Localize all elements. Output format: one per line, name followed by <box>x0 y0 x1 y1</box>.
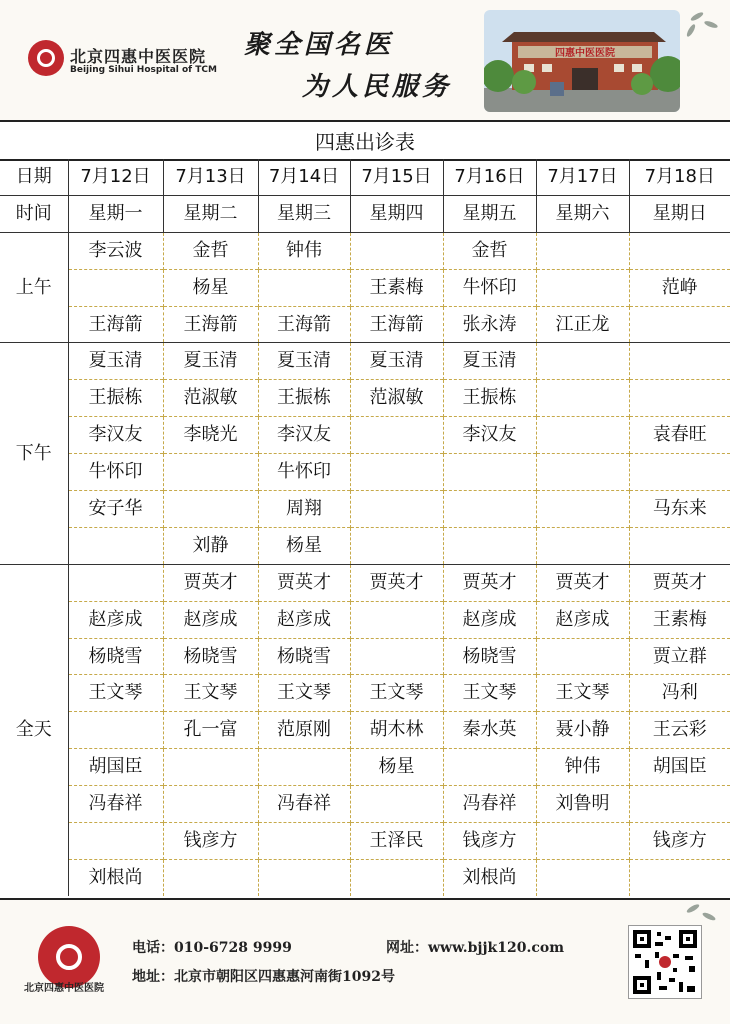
doctor-cell <box>629 306 730 343</box>
website-url: www.bjjk120.com <box>428 940 565 956</box>
doctor-cell: 杨星 <box>258 527 350 564</box>
doctor-cell: 贾英才 <box>536 564 629 601</box>
date-cell: 7月14日 <box>258 159 350 195</box>
page-footer <box>0 898 730 1024</box>
website-label: 网址： <box>386 940 428 956</box>
schedule-row <box>0 638 730 675</box>
date-cell: 7月17日 <box>536 159 629 195</box>
doctor-cell: 王泽民 <box>350 823 443 860</box>
doctor-cell <box>350 786 443 823</box>
doctor-cell: 马东来 <box>629 491 730 528</box>
doctor-cell <box>68 564 163 601</box>
leaf-decoration-icon <box>690 11 705 22</box>
doctor-cell: 袁春旺 <box>629 417 730 454</box>
doctor-cell: 王海箭 <box>163 306 258 343</box>
doctor-cell <box>68 269 163 306</box>
doctor-cell: 范淑敏 <box>163 380 258 417</box>
doctor-cell: 李云波 <box>68 232 163 269</box>
slogan-line-1: 聚全国名医 <box>244 30 395 60</box>
weekday-cell: 星期四 <box>350 195 443 232</box>
doctor-cell: 钱彦方 <box>163 823 258 860</box>
doctor-cell: 刘静 <box>163 527 258 564</box>
schedule-row <box>0 859 730 895</box>
doctor-cell <box>258 269 350 306</box>
leaf-decoration-icon <box>686 903 701 914</box>
doctor-cell: 杨晓雪 <box>68 638 163 675</box>
doctor-cell <box>350 491 443 528</box>
date-cell: 7月15日 <box>350 159 443 195</box>
doctor-cell: 金哲 <box>443 232 536 269</box>
doctor-cell: 刘鲁明 <box>536 786 629 823</box>
hospital-logo-icon <box>28 40 64 76</box>
doctor-cell <box>163 749 258 786</box>
slogan-line-2: 为人民服务 <box>302 72 453 102</box>
doctor-cell: 范峥 <box>629 269 730 306</box>
doctor-cell: 刘根尚 <box>68 859 163 895</box>
doctor-cell: 聂小静 <box>536 712 629 749</box>
doctor-cell: 王振栋 <box>443 380 536 417</box>
doctor-cell <box>536 380 629 417</box>
doctor-cell: 王文琴 <box>536 675 629 712</box>
doctor-cell: 杨晓雪 <box>163 638 258 675</box>
doctor-cell: 王海箭 <box>258 306 350 343</box>
doctor-cell: 王海箭 <box>350 306 443 343</box>
page-header <box>0 0 730 122</box>
doctor-cell <box>163 491 258 528</box>
doctor-cell <box>536 638 629 675</box>
schedule-table <box>0 159 730 896</box>
doctor-cell: 王素梅 <box>629 601 730 638</box>
session-label: 全天 <box>0 564 68 896</box>
hospital-building-photo <box>484 10 680 112</box>
doctor-cell <box>163 859 258 895</box>
schedule-row <box>0 491 730 528</box>
doctor-cell <box>629 343 730 380</box>
schedule-row <box>0 823 730 860</box>
doctor-cell: 牛怀印 <box>443 269 536 306</box>
doctor-cell <box>258 823 350 860</box>
footer-hospital-name: 北京四惠中医医院 <box>24 983 104 994</box>
doctor-cell <box>68 527 163 564</box>
schedule-row <box>0 306 730 343</box>
doctor-cell: 夏玉清 <box>258 343 350 380</box>
doctor-cell: 范淑敏 <box>350 380 443 417</box>
doctor-cell: 钟伟 <box>536 749 629 786</box>
doctor-cell <box>536 343 629 380</box>
date-cell: 7月13日 <box>163 159 258 195</box>
schedule-row <box>0 380 730 417</box>
schedule-row <box>0 786 730 823</box>
doctor-cell: 王素梅 <box>350 269 443 306</box>
doctor-cell <box>629 454 730 491</box>
doctor-cell <box>443 491 536 528</box>
schedule-row <box>0 675 730 712</box>
doctor-cell: 夏玉清 <box>68 343 163 380</box>
doctor-cell: 冯春祥 <box>258 786 350 823</box>
doctor-cell <box>350 454 443 491</box>
doctor-cell: 王文琴 <box>350 675 443 712</box>
address-text: 北京市朝阳区四惠惠河南街1092号 <box>174 969 395 985</box>
doctor-cell: 范原刚 <box>258 712 350 749</box>
doctor-cell <box>629 232 730 269</box>
doctor-cell: 胡国臣 <box>629 749 730 786</box>
doctor-cell: 李汉友 <box>68 417 163 454</box>
doctor-cell: 胡木林 <box>350 712 443 749</box>
doctor-cell: 王海箭 <box>68 306 163 343</box>
doctor-cell: 贾立群 <box>629 638 730 675</box>
doctor-cell: 张永涛 <box>443 306 536 343</box>
doctor-cell <box>350 417 443 454</box>
doctor-cell: 刘根尚 <box>443 859 536 895</box>
doctor-cell: 李晓光 <box>163 417 258 454</box>
building-sign: 四惠中医医院 <box>555 48 615 59</box>
schedule-row <box>0 232 730 269</box>
doctor-cell <box>350 638 443 675</box>
doctor-cell: 贾英才 <box>443 564 536 601</box>
doctor-cell <box>443 454 536 491</box>
date-row <box>0 159 730 195</box>
doctor-cell <box>536 491 629 528</box>
address-label: 地址： <box>132 969 174 985</box>
schedule-title: 四惠出诊表 <box>0 122 730 161</box>
phone-number: 010-6728 9999 <box>174 940 292 956</box>
weekday-row <box>0 195 730 232</box>
doctor-cell <box>258 749 350 786</box>
doctor-cell <box>536 823 629 860</box>
doctor-cell: 王文琴 <box>443 675 536 712</box>
header-hospital-name-en: Beijing Sihui Hospital of TCM <box>70 65 217 75</box>
date-cell: 7月16日 <box>443 159 536 195</box>
weekday-cell: 星期二 <box>163 195 258 232</box>
doctor-cell: 赵彦成 <box>258 601 350 638</box>
doctor-cell: 李汉友 <box>443 417 536 454</box>
address-line <box>132 966 395 986</box>
doctor-cell: 贾英才 <box>258 564 350 601</box>
doctor-cell: 钱彦方 <box>443 823 536 860</box>
weekday-cell: 星期六 <box>536 195 629 232</box>
doctor-cell: 孔一富 <box>163 712 258 749</box>
doctor-cell: 夏玉清 <box>443 343 536 380</box>
leaf-decoration-icon <box>685 23 696 38</box>
doctor-cell <box>536 454 629 491</box>
doctor-cell <box>536 859 629 895</box>
doctor-cell <box>536 269 629 306</box>
phone-line <box>132 937 292 957</box>
header-hospital-name: 北京四惠中医医院 <box>70 47 207 66</box>
qr-code-icon <box>628 925 702 999</box>
doctor-cell: 冯春祥 <box>443 786 536 823</box>
leaf-decoration-icon <box>702 911 717 921</box>
doctor-cell <box>629 786 730 823</box>
doctor-cell: 牛怀印 <box>258 454 350 491</box>
doctor-cell <box>350 601 443 638</box>
schedule-row <box>0 712 730 749</box>
doctor-cell <box>258 859 350 895</box>
doctor-cell <box>350 527 443 564</box>
doctor-cell: 王文琴 <box>258 675 350 712</box>
date-label: 日期 <box>0 159 68 195</box>
doctor-cell: 王文琴 <box>68 675 163 712</box>
doctor-cell: 胡国臣 <box>68 749 163 786</box>
schedule-row <box>0 343 730 380</box>
doctor-cell <box>163 454 258 491</box>
doctor-cell: 江正龙 <box>536 306 629 343</box>
doctor-cell: 杨星 <box>350 749 443 786</box>
schedule-row <box>0 454 730 491</box>
doctor-cell <box>163 786 258 823</box>
doctor-cell: 夏玉清 <box>350 343 443 380</box>
leaf-decoration-icon <box>704 20 719 29</box>
weekday-cell: 星期一 <box>68 195 163 232</box>
doctor-cell <box>350 232 443 269</box>
doctor-cell: 贾英才 <box>629 564 730 601</box>
doctor-cell <box>536 232 629 269</box>
doctor-cell: 赵彦成 <box>163 601 258 638</box>
doctor-cell: 冯春祥 <box>68 786 163 823</box>
phone-label: 电话： <box>132 940 174 956</box>
schedule-row <box>0 417 730 454</box>
session-label: 下午 <box>0 343 68 564</box>
doctor-cell: 贾英才 <box>163 564 258 601</box>
date-cell: 7月18日 <box>629 159 730 195</box>
doctor-cell: 周翔 <box>258 491 350 528</box>
doctor-cell <box>68 823 163 860</box>
doctor-cell: 王振栋 <box>68 380 163 417</box>
doctor-cell <box>443 749 536 786</box>
doctor-cell <box>68 712 163 749</box>
doctor-cell: 冯利 <box>629 675 730 712</box>
doctor-cell: 杨晓雪 <box>443 638 536 675</box>
schedule-row <box>0 601 730 638</box>
doctor-cell: 杨晓雪 <box>258 638 350 675</box>
doctor-cell: 王云彩 <box>629 712 730 749</box>
weekday-cell: 星期三 <box>258 195 350 232</box>
doctor-cell <box>629 859 730 895</box>
schedule-row <box>0 527 730 564</box>
website-line <box>386 937 564 957</box>
weekday-cell: 星期五 <box>443 195 536 232</box>
doctor-cell: 牛怀印 <box>68 454 163 491</box>
doctor-cell: 钟伟 <box>258 232 350 269</box>
doctor-cell: 秦水英 <box>443 712 536 749</box>
doctor-cell <box>629 527 730 564</box>
doctor-cell: 赵彦成 <box>536 601 629 638</box>
doctor-cell <box>629 380 730 417</box>
doctor-cell: 夏玉清 <box>163 343 258 380</box>
doctor-cell <box>536 417 629 454</box>
doctor-cell <box>536 527 629 564</box>
doctor-cell: 安子华 <box>68 491 163 528</box>
doctor-cell: 杨星 <box>163 269 258 306</box>
doctor-cell: 贾英才 <box>350 564 443 601</box>
doctor-cell: 赵彦成 <box>443 601 536 638</box>
doctor-cell: 金哲 <box>163 232 258 269</box>
doctor-cell: 王振栋 <box>258 380 350 417</box>
doctor-cell: 王文琴 <box>163 675 258 712</box>
doctor-cell: 李汉友 <box>258 417 350 454</box>
schedule-row <box>0 749 730 786</box>
session-label: 上午 <box>0 232 68 343</box>
date-cell: 7月12日 <box>68 159 163 195</box>
doctor-cell: 钱彦方 <box>629 823 730 860</box>
schedule-row <box>0 269 730 306</box>
doctor-cell: 赵彦成 <box>68 601 163 638</box>
time-label: 时间 <box>0 195 68 232</box>
doctor-cell <box>350 859 443 895</box>
doctor-cell <box>443 527 536 564</box>
schedule-row <box>0 564 730 601</box>
weekday-cell: 星期日 <box>629 195 730 232</box>
